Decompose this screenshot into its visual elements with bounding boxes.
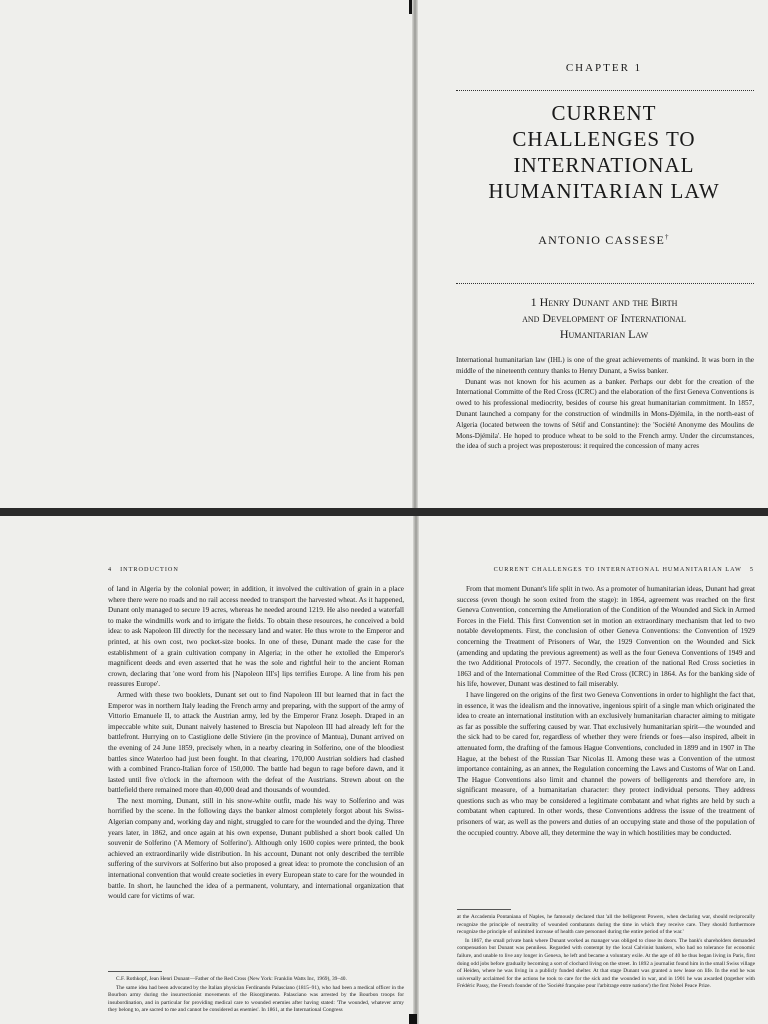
bottom-page-spread — [0, 516, 768, 1024]
section-heading-line: Humanitarian Law — [559, 327, 649, 341]
body-paragraph: The next morning, Dunant, still in his snow-white outfit, made his way to Solferino and was horrified by the scene. In the following days the banker almost completely forgot about his Swiss-Algerian company and, working day and night, struggled to care for the wounded and the dying. Three years later, in 1862, and once again at his own expense, Dunant published a short book called Un souvenir de Solferino ('A Memory of Solferino'). Although only 1600 copies were printed, the book achieved an extraordinarily wide distribution. In his account, Dunant not only described the terrible suffering of the survivors at Solferino but also proposed a great idea: to promote the conclusion of an international convention that would create societies in every European state to care for the wounded in battle. In short, he launched the idea of a permanent, voluntary, and international organization that would care for victims of war. — [108, 796, 404, 901]
running-head-text: CURRENT CHALLENGES TO INTERNATIONAL HUMANITARIAN LAW — [493, 566, 742, 573]
section-heading-line: and Development of International — [522, 311, 686, 325]
running-head-text: INTRODUCTION — [120, 566, 179, 573]
section-heading-line: 1 Henry Dunant and the Birth — [530, 295, 678, 309]
body-paragraph: of land in Algeria by the colonial power; in addition, it involved the cultivation of grain in a place where there were no roads and no rail access needed to transport the harvested wheat. As it happened, Dunant only managed to secure 19 acres, whereas he needed around 1219. He also needed a waterfall to make the windmills work and to irrigate the fields. To obtain these resources, he conceived a bold idea: to ask Napoleon III directly for the necessary land and water. He thus wrote to the Emperor and printed, at his own cost, two pocket-size books. In one of these, Dunant made the case for the establishment of a grain cultivation company in Algeria; in the other he extolled the Emperor's magnificent deeds and even asserted that he was the sole and rightful heir to the ancient Roman crown, declaring that 'one word from his [Napoleon III's] lips terrifies Europe. A line from his pen reassures Europe'. — [108, 585, 404, 689]
chapter-label: CHAPTER 1 — [565, 62, 643, 74]
chapter-title-line: HUMANITARIAN LAW — [488, 179, 720, 203]
left-page-body — [108, 584, 404, 902]
page-number: 5 — [749, 566, 754, 573]
dotted-divider — [456, 283, 754, 284]
book-gutter — [412, 0, 418, 508]
right-page-body — [457, 584, 755, 838]
author-name — [455, 233, 753, 248]
body-paragraph: From that moment Dunant's life split in two. As a promoter of humanitarian ideas, Dunant had great success (even though he soon exited from the stage): in 1864, agreement was reached on the first Geneva Convention, concerning the Amelioration of the Condition of the Wounded and Sick in Armed Forces in the Field. This first Convention set in motion an extraordinary mechanism that led to two notable developments. First, the conclusion of other Geneva Conventions: the Convention of 1929 concerning the Treatment of Prisoners of War, the 1929 Convention on the Wounded and Sick (amending and updating the previous agreement) as well as the four Geneva Conventions of 1949 and the two Additional Protocols of 1977. Secondly, the creation of the national Red Cross societies in 1863 and of the International Committee of the Red Cross (ICRC) in 1864. As for the banking side of his life, however, Dunant was destined to fail miserably. — [457, 585, 755, 689]
chapter-title — [455, 100, 753, 204]
registration-mark — [409, 1014, 417, 1024]
footnote-rule — [108, 971, 162, 972]
chapter-body-text — [456, 355, 754, 452]
footnote: C.F. Rothkopf, Jean Henri Dunant—Father of the Red Cross (New York: Franklin Watts Inc, 1969), 39–40. — [116, 976, 347, 982]
section-heading — [455, 294, 753, 342]
author-footnote-mark: † — [665, 233, 670, 241]
chapter-title-line: CHALLENGES TO — [512, 127, 696, 151]
footnote: at the Accademia Pontaniana of Naples, he famously declared that 'all the belligerent Powers, when declaring war, should reciprocally recognize the principle of neutrality of wounded combatants during the time in which they receive care. They should furthermore recognize the principle of unlimited increase of health care personnel during the entire period of the war.' — [457, 914, 755, 936]
body-paragraph: Armed with these two booklets, Dunant set out to find Napoleon III but learned that in fact the Emperor was in northern Italy leading the French army and preparing, with the support of the army of Vittorio Emanuele II, to attack the Austrian army, led by the Emperor Franz Joseph. Draped in an impeccable white suit, Dunant naively hastened to Brescia but Napoleon III had already left for the battlefront. Hurrying on to Castiglione delle Stiviere (in the province of Mantua), Dunant arrived on the evening of 24 June 1859, precisely when, in a nearby clearing in Solferino, one of the bloodiest battles since Waterloo had just been fought. In that clearing, 170,000 Austrian soldiers had clashed with a combined Franco-Italian force of 150,000. The battle had begun to rage before dawn, and it lasted until five o'clock in the afternoon with the defeat of the Austrians. Strewn about on the battlefield there remained more than 40,000 dead and thousands of wounded. — [108, 690, 404, 795]
chapter-title-line: CURRENT — [551, 101, 657, 125]
body-paragraph: International humanitarian law (IHL) is one of the great achievements of mankind. It was born in the middle of the nineteenth century thanks to Henry Dunant, a Swiss banker. — [456, 356, 754, 375]
running-head-right — [454, 566, 754, 573]
author-name-text: ANTONIO CASSESE — [538, 233, 666, 247]
footnote: The same idea had been advocated by the Italian physician Ferdinando Palasciano (1815–91), who had been a medical officer in the Bourbon army during the insurrectionist movements of the Risorgimento. Palasciano was arrested by the Bourbon troops for insubordination, and in particular for providing medical care to wounded enemies after having stated: 'The wounded, whatever army they belong to, are sacred to me and cannot be considered as enemies'. In 1861, at the International Congress — [108, 984, 404, 1014]
top-page-spread — [0, 0, 768, 508]
body-paragraph: I have lingered on the origins of the first two Geneva Conventions in order to highlight the fact that, in essence, it was the idealism and the innovative, ingenious spirit of a single man which originated the idea to create an international institution with an exclusively humanitarian character aiming to mitigate as far as possible the suffering caused by war. That exclusively humanitarian spirit—the wounded and the sick had to be cared for, regardless of whether they were friends or foes—also inspired, albeit in attenuated form, the drafting of the famous Hague Conventions, concluded in 1899 and in 1907 in The Hague, at the behest of the Russian Tsar Nicolas II. Among these was a Convention of the utmost importance containing, as an annex, the Regulation concerning the Laws and Customs of War on Land. The Hague Conventions also limit and channel the powers of belligerents and therefore are, in significant measure, of a humanitarian character: they protect individual persons. They address questions such as who may be considered a legitimate combatant and what rights are held by such a combatant when captured. In other words, these Conventions address the issue of the treatment of prisoners of war, as well as the powers and duties of an occupying state and those of the population of the occupied country. Above all, they determine the way in which hostilities may be conducted. — [457, 690, 755, 837]
page-number: 4 — [108, 566, 113, 573]
body-paragraph: Dunant was not known for his acumen as a banker. Perhaps our debt for the creation of the International Committe of the Red Cross (ICRC) and the elaboration of the first Geneva Conventions is owed to his professional mediocrity, besides of course his great humanitarian commitment. In 1857, Dunant launched a company for the construction of windmills in Mons-Djémila, in the north-east of Algeria (located between the towns of Sétif and Constantine): the 'Société Anonyme des Moulins de Mons-Djémila'. He hoped to produce wheat to be sold to the French army. Under the circumstances, the idea of such a project was preposterous: it required the concession of many acres — [456, 377, 754, 451]
right-page-footnotes — [457, 914, 755, 992]
footnote: In 1867, the small private bank where Dunant worked as manager was obliged to close its doors. The bank's shareholders demanded compensation but Dunant was penniless. Regarded with contempt by the local Calvinist bankers, who had no tolerance for economic failure, and unable to live any longer in Geneva, he left and became a voluntary exile. At the age of 40 he thus began living in Paris, first doing odd jobs before gradually becoming a sort of clochard living on the street. In 1892 a journalist found him in the small Swiss village of Heiden, where he was living in a publicly funded shelter. At that stage Dunant was granted a new lease on life. In the end he was universally acclaimed for the actions he took to care for the sick and the wounded in war, and in 1901 he was awarded (together with Frédéric Passy, the French founder of the 'Société française pour l'arbitrage entre nations') the first Nobel Peace Prize. — [457, 937, 755, 990]
footnote-rule — [457, 909, 511, 910]
running-head-left — [108, 566, 179, 573]
dotted-divider — [456, 90, 754, 91]
left-page-footnotes — [108, 976, 404, 1016]
book-gutter — [413, 516, 419, 1024]
chapter-title-line: INTERNATIONAL — [513, 153, 695, 177]
